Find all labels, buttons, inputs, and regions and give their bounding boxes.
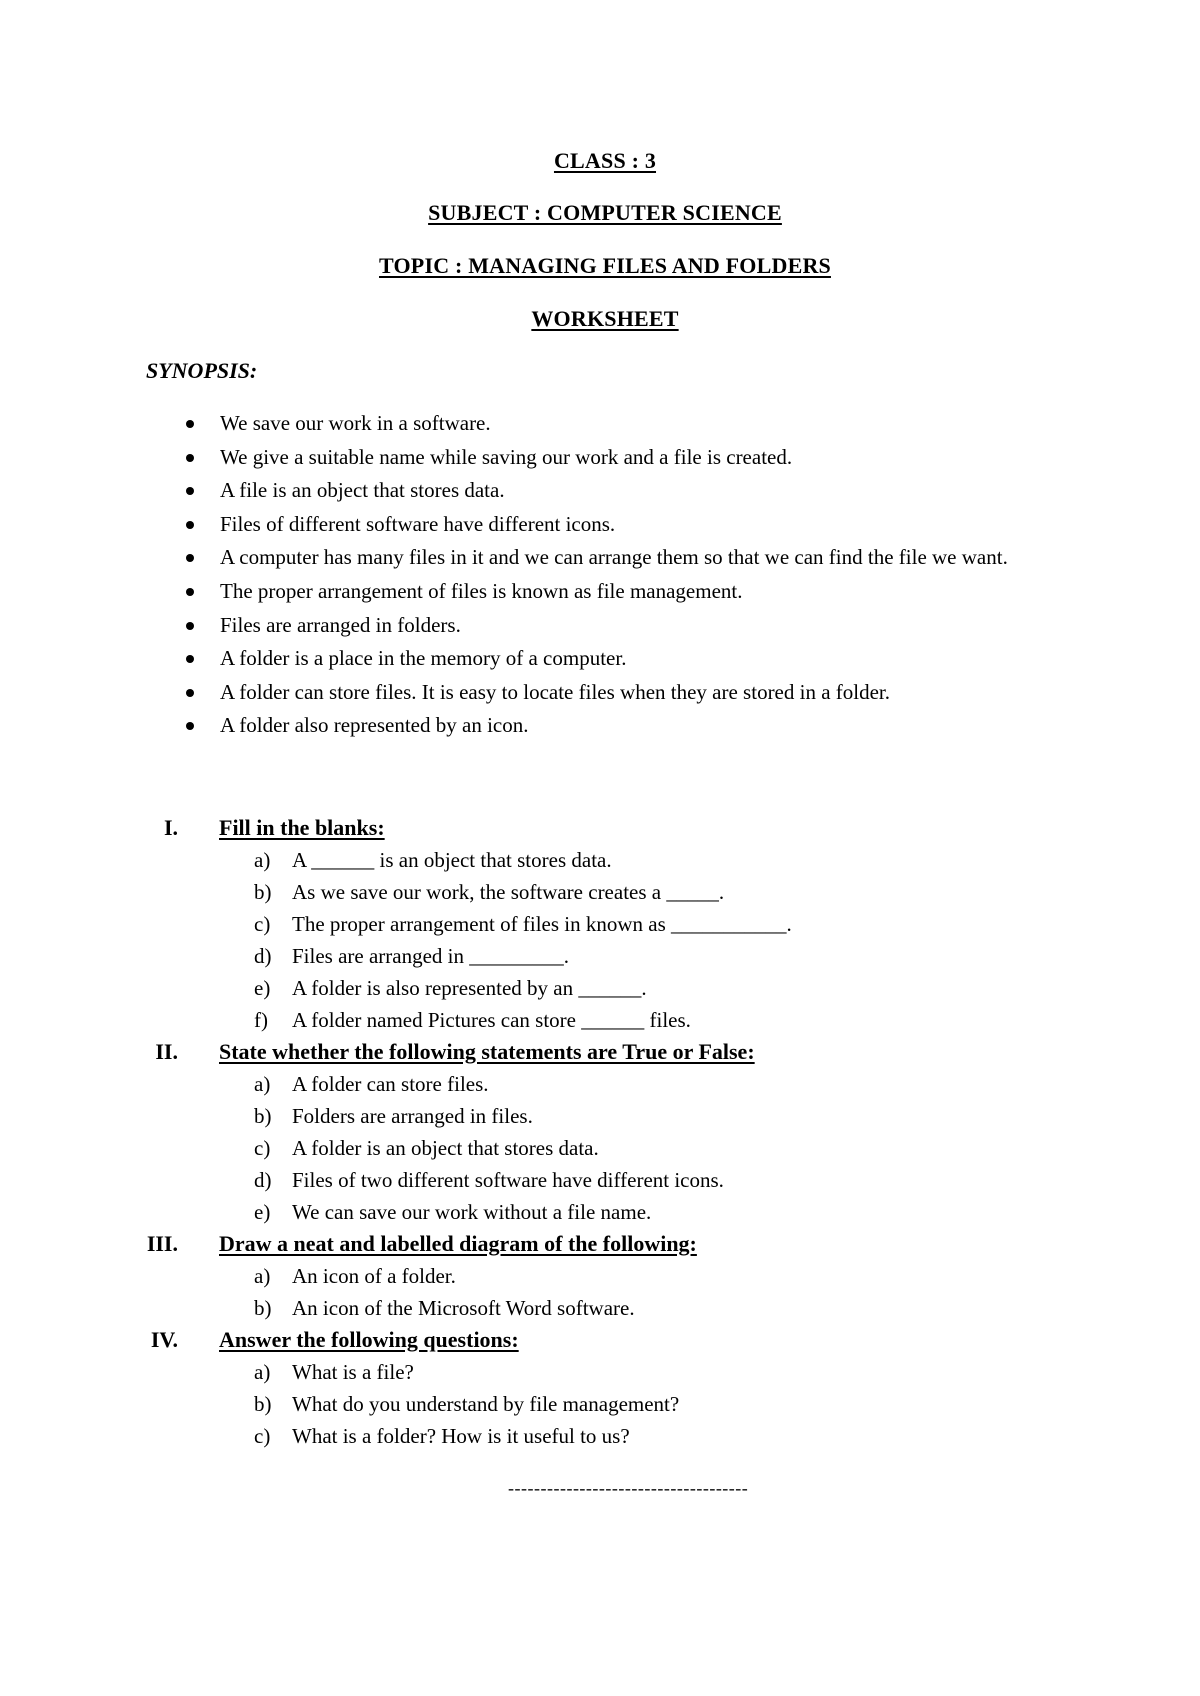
- synopsis-list: [186, 407, 1066, 743]
- section-number: I.: [163, 815, 178, 840]
- question-item: [0, 1388, 1200, 1420]
- question-label: b): [254, 1104, 272, 1128]
- question-text: What do you understand by file management?: [292, 1392, 680, 1416]
- bullet-icon: [186, 554, 194, 562]
- question-text: A ______ is an object that stores data.: [292, 848, 612, 872]
- bullet-icon: [186, 722, 194, 730]
- synopsis-item: [186, 709, 1066, 743]
- topic-heading: TOPIC : MANAGING FILES AND FOLDERS: [379, 253, 831, 278]
- synopsis-item: [186, 407, 1066, 441]
- question-label: c): [254, 1136, 271, 1160]
- synopsis-item: [186, 474, 1066, 508]
- synopsis-item: [186, 541, 1066, 575]
- synopsis-item-text: We save our work in a software.: [220, 411, 491, 435]
- question-item: [0, 844, 1200, 876]
- question-label: a): [254, 848, 271, 872]
- synopsis-item-text: Files are arranged in folders.: [220, 612, 461, 637]
- end-divider: -------------------------------------: [508, 1478, 749, 1498]
- question-label: e): [254, 1200, 271, 1224]
- question-item: [0, 1132, 1200, 1164]
- section-title: Draw a neat and labelled diagram of the following:: [219, 1231, 697, 1256]
- question-label: d): [254, 944, 272, 968]
- question-item: [0, 1068, 1200, 1100]
- bullet-icon: [186, 420, 194, 428]
- bullet-icon: [186, 487, 194, 495]
- question-item: [0, 876, 1200, 908]
- question-text: We can save our work without a file name.: [292, 1200, 652, 1224]
- question-text: What is a folder? How is it useful to us?: [292, 1424, 630, 1448]
- synopsis-item: [186, 575, 1066, 609]
- synopsis-item-text: A folder also represented by an icon.: [220, 713, 529, 738]
- question-item: [0, 1100, 1200, 1132]
- question-label: b): [254, 880, 272, 904]
- synopsis-item-text: A folder can store files. It is easy to locate files when they are stored in a folder.: [220, 679, 891, 704]
- question-label: f): [254, 1008, 268, 1032]
- subject-heading: SUBJECT : COMPUTER SCIENCE: [428, 200, 782, 225]
- synopsis-item-text: We give a suitable name while saving our work and a file is created.: [220, 444, 793, 469]
- question-text: What is a file?: [292, 1360, 414, 1384]
- question-item: [0, 1420, 1200, 1452]
- question-text: A folder named Pictures can store ______ files.: [292, 1008, 691, 1032]
- question-text: A folder is also represented by an ______.: [292, 976, 647, 1000]
- section-header: [0, 812, 1200, 844]
- question-text: As we save our work, the software creates a _____.: [292, 880, 725, 904]
- bullet-icon: [186, 655, 194, 663]
- question-label: c): [254, 912, 271, 936]
- question-text: A folder is an object that stores data.: [292, 1136, 599, 1160]
- synopsis-item: [186, 508, 1066, 542]
- question-text: A folder can store files.: [292, 1072, 489, 1096]
- section-true-false: [0, 1036, 1200, 1228]
- section-title: Answer the following questions:: [219, 1327, 519, 1352]
- question-label: e): [254, 976, 271, 1000]
- question-label: b): [254, 1296, 272, 1320]
- synopsis-item-text: A folder is a place in the memory of a computer.: [220, 646, 627, 671]
- bullet-icon: [186, 521, 194, 529]
- question-text: Folders are arranged in files.: [292, 1104, 533, 1128]
- question-label: a): [254, 1264, 271, 1288]
- synopsis-label: SYNOPSIS:: [146, 358, 258, 383]
- section-title: Fill in the blanks:: [219, 815, 385, 840]
- synopsis-item-text: Files of different software have different icons.: [220, 511, 616, 536]
- section-title: State whether the following statements are True or False:: [219, 1039, 755, 1064]
- section-number: II.: [155, 1039, 178, 1064]
- question-item: [0, 1356, 1200, 1388]
- question-list: [0, 844, 1200, 1036]
- question-text: An icon of the Microsoft Word software.: [292, 1296, 635, 1320]
- section-fill-blanks: [0, 812, 1200, 1036]
- question-label: d): [254, 1168, 272, 1192]
- question-item: [0, 908, 1200, 940]
- synopsis-item-text: A file is an object that stores data.: [220, 478, 505, 503]
- question-list: [0, 1260, 1200, 1324]
- synopsis-item: [186, 676, 1066, 710]
- question-text: Files of two different software have different icons.: [292, 1168, 724, 1192]
- section-header: [0, 1324, 1200, 1356]
- synopsis-item-text: The proper arrangement of files is known as file management.: [220, 578, 743, 603]
- question-text: Files are arranged in _________.: [292, 944, 570, 968]
- question-item: [0, 1196, 1200, 1228]
- bullet-icon: [186, 454, 194, 462]
- section-number: III.: [146, 1231, 178, 1256]
- bullet-icon: [186, 689, 194, 697]
- question-text: An icon of a folder.: [292, 1264, 456, 1288]
- synopsis-item: [186, 609, 1066, 643]
- question-item: [0, 972, 1200, 1004]
- question-label: b): [254, 1392, 272, 1416]
- synopsis-item: [186, 441, 1066, 475]
- section-header: [0, 1036, 1200, 1068]
- question-item: [0, 1004, 1200, 1036]
- question-item: [0, 1260, 1200, 1292]
- section-answer-questions: [0, 1324, 1200, 1452]
- question-item: [0, 1164, 1200, 1196]
- question-list: [0, 1356, 1200, 1452]
- bullet-icon: [186, 622, 194, 630]
- section-number: IV.: [150, 1327, 178, 1352]
- bullet-icon: [186, 588, 194, 596]
- question-item: [0, 940, 1200, 972]
- synopsis-item-text: A computer has many files in it and we can arrange them so that we can find the file we want.: [220, 545, 1008, 570]
- section-draw-diagram: [0, 1228, 1200, 1324]
- question-list: [0, 1068, 1200, 1228]
- question-label: a): [254, 1360, 271, 1384]
- class-heading: CLASS : 3: [553, 148, 657, 173]
- question-label: a): [254, 1072, 271, 1096]
- worksheet-heading: WORKSHEET: [531, 306, 679, 331]
- question-item: [0, 1292, 1200, 1324]
- question-text: The proper arrangement of files in known as ___________.: [292, 912, 792, 936]
- question-label: c): [254, 1424, 271, 1448]
- synopsis-item: [186, 642, 1066, 676]
- section-header: [0, 1228, 1200, 1260]
